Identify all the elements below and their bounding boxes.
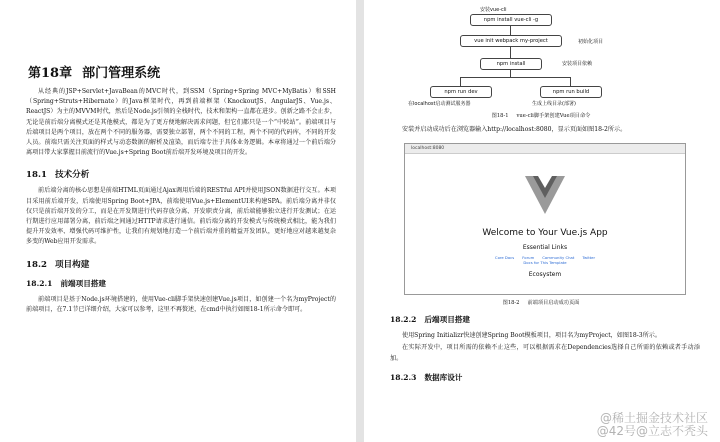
figure-caption-18-2 [390, 299, 700, 306]
section-title: 项目构建 [54, 259, 90, 270]
subsection-title: 前端项目搭建 [60, 278, 106, 288]
chapter-heading [28, 62, 336, 81]
subsection-heading-18-2-1 [26, 278, 336, 289]
backend-setup-paragraph: 使用Spring Initializr快速创建Spring Boot模板项目，项目名为myProject，如图18-3所示。 [402, 332, 661, 340]
flow-note-init: 初始化项目 [578, 39, 604, 45]
flow-arrow [510, 46, 511, 58]
figure-title: vue-cli脚手架创建Vue项目命令 [516, 113, 591, 119]
subsection-heading-18-2-2 [390, 314, 700, 325]
startup-paragraph: 安装并启动成功后在浏览器输入http://localhost:8080，显示页面如图18-2所示。 [402, 126, 627, 133]
watermark-line-2: @42号@立志不秃头 [596, 424, 708, 438]
flow-arrow [460, 77, 461, 86]
link-community-chat[interactable]: Community Chat [542, 255, 575, 261]
vue-logo-icon [525, 168, 565, 218]
vue-cli-flow-diagram [390, 6, 700, 126]
link-twitter[interactable]: Twitter [582, 255, 596, 261]
essential-links-list [405, 255, 685, 265]
left-page [0, 0, 356, 442]
flow-box-run-build: npm run build [540, 86, 602, 98]
section-number: 18.2 [26, 259, 47, 270]
subsection-number: 18.2.3 [390, 372, 417, 382]
right-page [364, 0, 720, 442]
flow-arrow [510, 25, 511, 35]
flow-arrow [570, 77, 571, 86]
flow-top-note: 安装vue-cli [480, 7, 507, 13]
section-number: 18.1 [26, 170, 47, 181]
link-docs-template[interactable]: Docs for This Template [523, 260, 567, 266]
flow-note-dev: 在localhost启动测试服务器 [408, 101, 471, 107]
link-forum[interactable]: Forum [522, 255, 535, 261]
browser-tab: localhost:8080 [405, 144, 685, 154]
ecosystem-heading: Ecosystem [528, 271, 562, 279]
subsection-title: 后端项目搭建 [424, 315, 470, 325]
watermark-line-1: @稀土掘金技术社区 [599, 411, 708, 425]
subsection-heading-18-2-3 [390, 372, 700, 383]
figure-number: 图18-2 [502, 300, 520, 307]
flow-box-install-cli: npm install vue-cli -g [470, 14, 552, 26]
subsection-number: 18.2.1 [26, 278, 53, 288]
tech-analysis-paragraph: 前后端分离的核心思想是前端HTML页面通过Ajax调用后端的RESTful API并使用JSON数据进行交互。本项目采用前后端开发，后端使用Spring Boot+JPA，前端使用Vue.js+ElementUI来构建SPA。前后端分离并非仅仅只是前后端开发的分工，而是在开发期进行代码存放分离、开发职责分离，前后端能够独立进行开发测试；在运行期进行应用部署分离，前后端之间通过HTTP请求进行通信。前后端分离的开发模式与传统模式相比，能为我们提升开发效率、增强代码可维护性，让我们有规划地打造一个前后端并重的精益开发团队，更好地应对越来越复杂多变的Web应用开发需求。 [26, 187, 336, 246]
section-heading-18-2 [26, 258, 336, 270]
dependencies-paragraph: 在实际开发中，项目所需的依赖不止这些，可以根据需求在Dependencies选择自己所需的依赖或者手动添加。 [390, 344, 700, 362]
link-core-docs[interactable]: Core Docs [494, 255, 515, 261]
flow-branch-line [460, 77, 570, 78]
flow-box-run-dev: npm run dev [430, 86, 492, 98]
essential-links-heading: Essential Links [522, 244, 568, 252]
figure-number: 图18-1 [491, 113, 509, 119]
subsection-title: 数据库设计 [424, 372, 463, 382]
welcome-heading: Welcome to Your Vue.js App [482, 228, 608, 239]
chapter-title: 部门管理系统 [82, 66, 161, 81]
flow-box-npm-install: npm install [480, 58, 542, 70]
chapter-number: 第18章 [28, 66, 73, 81]
flow-note-deps: 安装项目依赖 [562, 61, 593, 67]
flow-box-init: vue init webpack my-project [460, 35, 562, 47]
vue-app-screenshot [404, 143, 686, 295]
flow-arrow [510, 69, 511, 77]
section-heading-18-1 [26, 168, 336, 180]
frontend-setup-paragraph: 前端项目是基于Node.js环境搭建的，使用Vue-cli脚手架快速创建Vue.js项目，如创建一个名为myProject的前端项目，在7.1节已详细介绍，大家可以参考，这里不再赘述，在cmd中执行如图18-1所示命令即可。 [26, 295, 336, 313]
watermark [597, 412, 708, 438]
figure-title: 前端项目启动成功页面 [527, 300, 580, 307]
flow-note-build: 生成上线目录(部署) [532, 101, 576, 107]
section-title: 技术分析 [54, 170, 90, 181]
subsection-number: 18.2.2 [390, 315, 417, 325]
intro-paragraph: 从经典的JSP+Servlet+JavaBean的MVC时代，到SSM（Spring+Spring MVC+MyBatis）和SSH（Spring+Struts+Hibernate）的Java框架时代，再到前端框架（KnockoutJS、AngularJS、Vue.js、ReactJS）为主的MVVM时代，然后是Node.js引领的全栈时代，技术和架构一直都在进步。创新之路不会止步，无论是前后端分离模式还是其他模式，都是为了更方便地解决需求问题，但它们都只是一个“中转站”。前端项目与后端项目是两个项目，放在两个不同的服务器，需要独立部署，两个不同的工程，两个不同的代码库，不同的开发人员。前端只需关注页面的样式与动态数据的解析及渲染，而后端专注于具体业务逻辑。本章将通过一个前后端分离项目带大家掌握目前流行的Vue.js+Spring Boot前后端开发环境及项目的开发。 [26, 88, 336, 157]
